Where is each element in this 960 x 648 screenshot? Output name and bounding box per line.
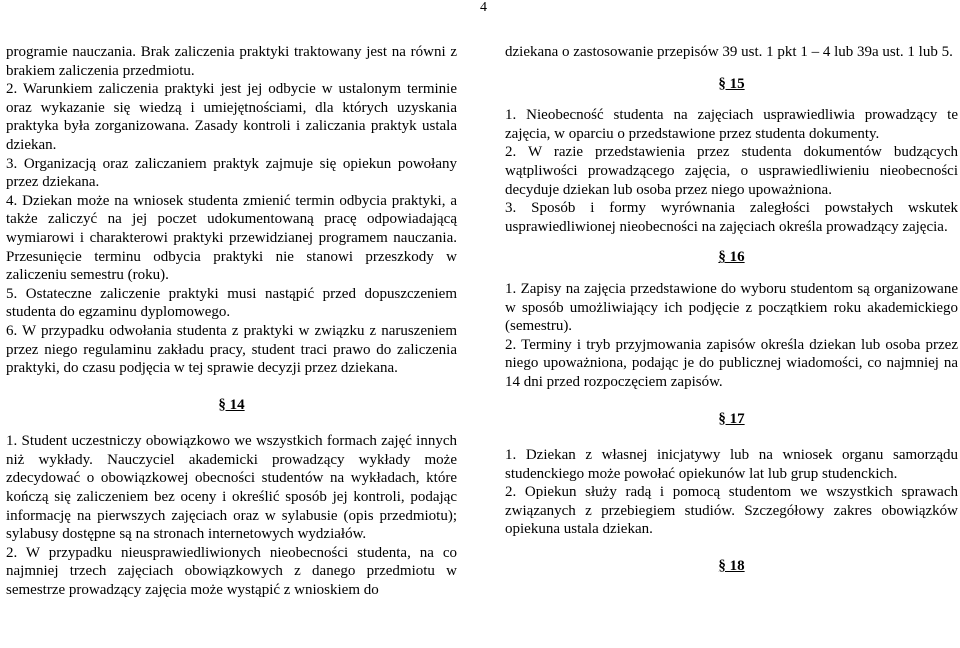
paragraph: 1. Dziekan z własnej inicjatywy lub na wniosek organu samorządu studenckiego może powołać opiekunów lat lub grup studenckich. — [505, 447, 958, 482]
paragraph: programie nauczania. Brak zaliczenia praktyki traktowany jest na równi z brakiem zaliczenia przedmiotu. — [6, 44, 457, 79]
paragraph: 6. W przypadku odwołania studenta z praktyki w związku z naruszeniem przez niego regulaminu zakładu pracy, student traci prawo do zaliczenia praktyki, do czasu podjęcia w tej sprawie decyzji przez dziekana. — [6, 322, 457, 377]
paragraph: 1. Student uczestniczy obowiązkowo we wszystkich formach zajęć innych niż wykłady. Nauczyciel akademicki prowadzący wykłady może zdecydować o obowiązkowej obecności studentów na wykładach, które kończą się zaliczeniem bez oceny i określić sposób jej kontroli, podając informację na pierwszych zajęciach oraz w sylabusie (opis przedmiotu); sylabusy dostępne są na stronach internetowych wydziałów. — [6, 433, 457, 543]
section-heading-18: § 18 — [718, 558, 745, 575]
paragraph: 5. Ostateczne zaliczenie praktyki musi nastąpić przed dopuszczeniem studenta do egzaminu dyplomowego. — [6, 285, 457, 321]
paragraph: 1. Zapisy na zajęcia przedstawione do wyboru studentom są organizowane w sposób umożliwiający ich podjęcie z początkiem roku akademickiego (semestru). — [505, 280, 958, 335]
paragraph: 3. Organizacją oraz zaliczaniem praktyk zajmuje się opiekun powołany przez dziekana. — [6, 155, 457, 191]
paragraph: 4. Dziekan może na wniosek studenta zmienić termin odbycia praktyki, a także zaliczyć na jej poczet udokumentowaną pracę odpowiadającą wymiarowi i charakterowi praktyki przewidzianej programem nauczania. Przesunięcie terminu odbycia praktyki nie stanowi przeszkody w zaliczeniu semestru (roku). — [6, 192, 457, 284]
paragraph: 2. Terminy i tryb przyjmowania zapisów określa dziekan lub osoba przez niego upoważniona, podając je do publicznej wiadomości, co najmniej na 14 dni przed rozpoczęciem zapisów. — [505, 336, 958, 390]
left-column — [6, 43, 457, 600]
section-heading-17: § 17 — [718, 410, 745, 427]
paragraph: 2. Warunkiem zaliczenia praktyki jest jej odbycie w ustalonym terminie oraz wykazanie się wiedzą i umiejętnościami, dla których uzyskania praktyka była zorganizowana. Zasady kontroli i zaliczania praktyk ustala dziekan. — [6, 81, 457, 153]
paragraph: 3. Sposób i formy wyrównania zaległości powstałych wskutek usprawiedliwionej nieobecności na zajęciach określa prowadzący zajęcia. — [505, 200, 958, 235]
section-heading-15: § 15 — [718, 75, 745, 92]
paragraph: 1. Nieobecność studenta na zajęciach usprawiedliwia prowadzący te zajęcia, w oparciu o przedstawione przez studenta dokumenty. — [505, 107, 958, 142]
paragraph: 2. W przypadku nieusprawiedliwionych nieobecności studenta, na co najmniej trzech zajęciach obowiązkowych z danego przedmiotu w semestrze prowadzący zajęcia może wystąpić z wnioskiem do — [6, 544, 457, 599]
right-column — [505, 43, 958, 576]
paragraph: 2. Opiekun służy radą i pomocą studentom we wszystkich sprawach związanych z przebiegiem studiów. Szczegółowy zakres obowiązków opiekuna ustala dziekan. — [505, 484, 958, 538]
page-number: 4 — [480, 0, 487, 15]
paragraph: 2. W razie przedstawienia przez studenta dokumentów budzących wątpliwości prowadzącego zajęcia, o usprawiedliwieniu nieobecności decyduje dziekan lub osoba przez niego upoważniona. — [505, 144, 958, 198]
section-heading-14: § 14 — [218, 396, 245, 413]
paragraph: dziekana o zastosowanie przepisów 39 ust. 1 pkt 1 – 4 lub 39a ust. 1 lub 5. — [505, 44, 953, 60]
section-heading-16: § 16 — [718, 249, 745, 266]
